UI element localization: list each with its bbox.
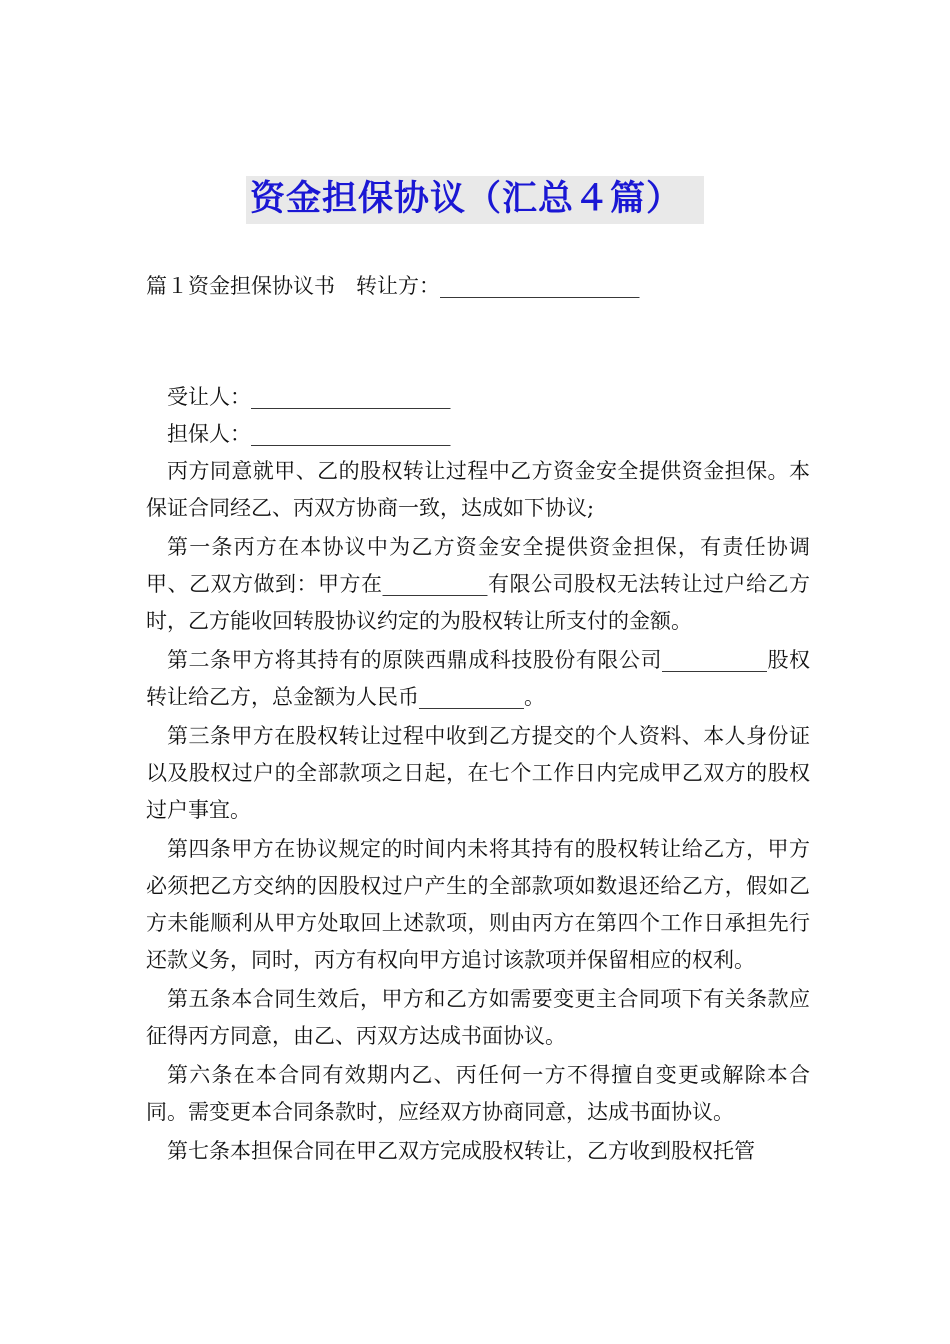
field-blank: ___________________	[251, 385, 451, 409]
spacer	[146, 305, 810, 379]
field-label: 受让人：	[167, 385, 251, 409]
paragraph: 第四条甲方在协议规定的时间内未将其持有的股权转让给乙方，甲方必须把乙方交纳的因股权过户产生的全部款项如数退还给乙方，假如乙方未能顺利从甲方处取回上述款项，则由丙方在第四个工作日承担先行还款义务，同时，丙方有权向甲方追讨该款项并保留相应的权利。	[146, 837, 810, 972]
field-assignee	[146, 379, 810, 416]
document-body	[146, 268, 810, 1172]
document-title: 资金担保协议（汇总４篇）	[246, 176, 704, 224]
header-line-text: 篇１资金担保协议书 转让方：	[146, 274, 440, 298]
paragraph: 第五条本合同生效后，甲方和乙方如需要变更主合同项下有关条款应征得丙方同意，由乙、丙双方达成书面协议。	[146, 987, 810, 1048]
paragraph: 第七条本担保合同在甲乙双方完成股权转让，乙方收到股权托管	[167, 1139, 755, 1163]
paragraph: 丙方同意就甲、乙的股权转让过程中乙方资金安全提供资金担保。本保证合同经乙、丙双方协商一致，达成如下协议;	[146, 459, 810, 520]
field-blank: ___________________	[251, 422, 451, 446]
paragraph: 第二条甲方将其持有的原陕西鼎成科技股份有限公司__________股权转让给乙方，总金额为人民币__________。	[146, 648, 810, 709]
field-label: 担保人：	[167, 422, 251, 446]
title-container	[0, 176, 950, 224]
paragraph: 第三条甲方在股权转让过程中收到乙方提交的个人资料、本人身份证以及股权过户的全部款项之日起，在七个工作日内完成甲乙双方的股权过户事宜。	[146, 724, 810, 822]
paragraph: 第六条在本合同有效期内乙、丙任何一方不得擅自变更或解除本合同。需变更本合同条款时，应经双方协商同意，达成书面协议。	[146, 1063, 810, 1124]
header-line-blank: ___________________	[440, 274, 640, 298]
field-guarantor	[146, 416, 810, 453]
header-line	[146, 268, 810, 305]
paragraph: 第一条丙方在本协议中为乙方资金安全提供资金担保，有责任协调甲、乙双方做到：甲方在__________有限公司股权无法转让过户给乙方时，乙方能收回转股协议约定的为股权转让所支付的金额。	[146, 535, 810, 633]
